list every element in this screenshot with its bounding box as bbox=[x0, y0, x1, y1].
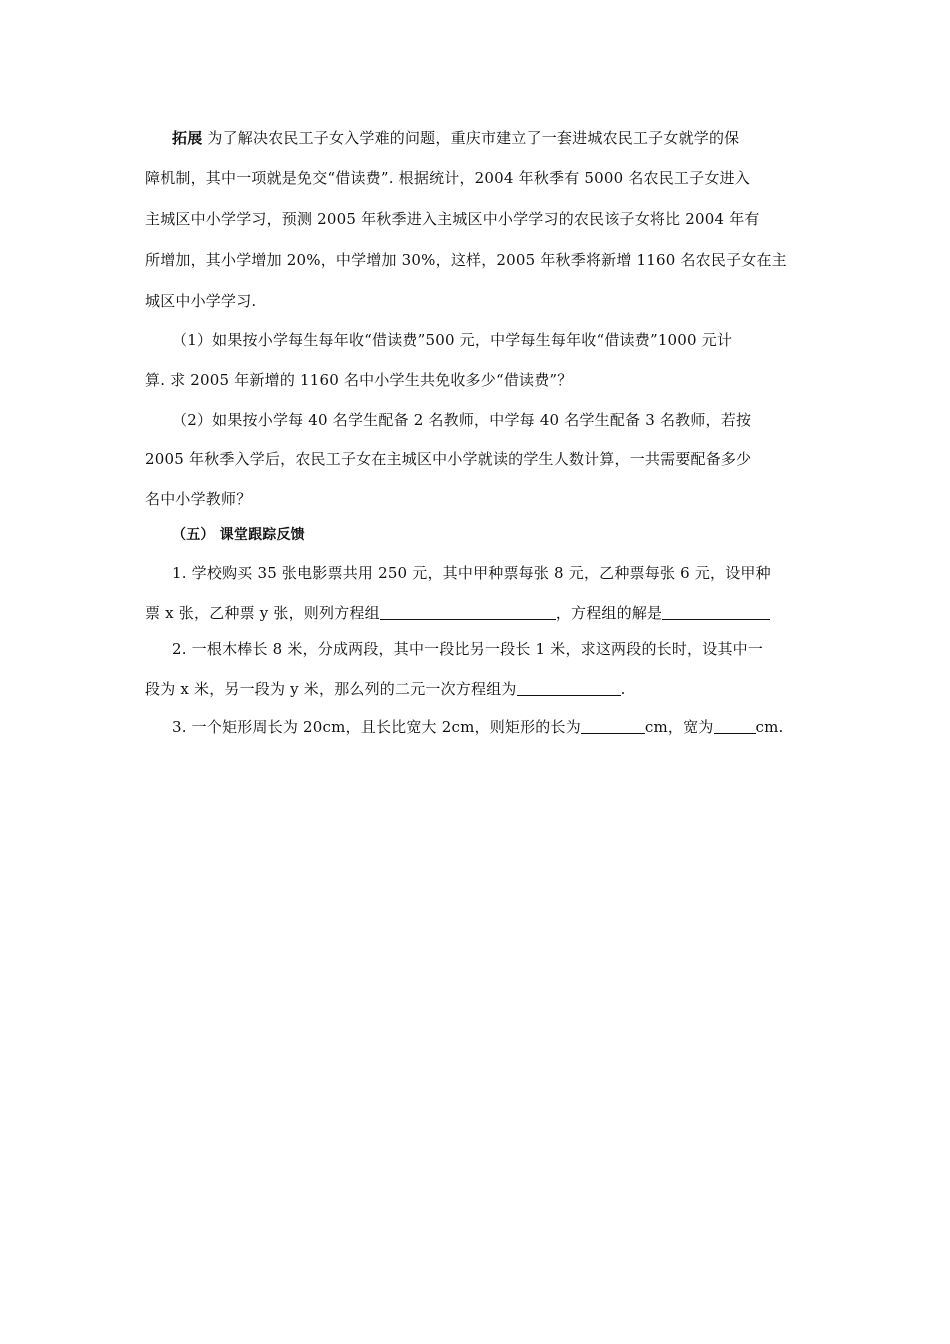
problem-3-text-b: cm，宽为 bbox=[644, 718, 714, 736]
extension-line-1 bbox=[172, 128, 739, 148]
problem-3-text-a: 3. 一个矩形周长为 20cm，且长比宽大 2cm，则矩形的长为 bbox=[172, 718, 581, 736]
length-blank[interactable] bbox=[581, 719, 645, 734]
problem-3-text-c: cm. bbox=[755, 718, 784, 736]
solution-blank[interactable] bbox=[662, 605, 770, 620]
equation-system-blank[interactable] bbox=[380, 605, 556, 620]
problem-1-text-a: 票 x 张，乙种票 y 张，则列方程组 bbox=[145, 604, 380, 622]
extension-line-3: 主城区中小学学习，预测 2005 年秋季进入主城区中小学学习的农民该子女将比 2004 年有 bbox=[145, 210, 760, 228]
problem-1-line-2 bbox=[145, 603, 770, 623]
problem-1-line-1: 1. 学校购买 35 张电影票共用 250 元，其中甲种票每张 8 元，乙种票每张 6 元，设甲种 bbox=[172, 564, 771, 582]
equation-blank[interactable] bbox=[517, 681, 621, 696]
question-2-line-3: 名中小学教师？ bbox=[145, 490, 252, 508]
problem-3-line bbox=[172, 717, 784, 737]
problem-2-line-2 bbox=[145, 679, 626, 699]
extension-line-4: 所增加，其小学增加 20%，中学增加 30%，这样，2005 年秋季将新增 1160 名农民子女在主 bbox=[145, 251, 787, 269]
problem-2-text-a: 段为 x 米，另一段为 y 米，那么列的二元一次方程组为 bbox=[145, 680, 517, 698]
extension-line-2: 障机制，其中一项就是免交“借读费”. 根据统计，2004 年秋季有 5000 名农民工子女进入 bbox=[145, 169, 750, 187]
width-blank[interactable] bbox=[714, 719, 756, 734]
question-1-line-1: （1）如果按小学每生每年收“借读费”500 元，中学每生每年收“借读费”1000 元计 bbox=[172, 331, 733, 349]
problem-2-line-1: 2. 一根木棒长 8 米，分成两段，其中一段比另一段长 1 米，求这两段的长时，设其中一 bbox=[172, 640, 764, 658]
question-2-line-1: （2）如果按小学每 40 名学生配备 2 名教师，中学每 40 名学生配备 3 名教师，若按 bbox=[172, 411, 752, 429]
problem-1-text-b: ，方程组的解是 bbox=[555, 604, 663, 622]
problem-2-text-b: . bbox=[620, 680, 626, 698]
extension-text: 为了解决农民工子女入学难的问题，重庆市建立了一套进城农民工子女就学的保 bbox=[207, 129, 740, 147]
question-2-line-2: 2005 年秋季入学后，农民工子女在主城区中小学就读的学生人数计算，一共需要配备多少 bbox=[145, 450, 752, 468]
extension-line-5: 城区中小学学习. bbox=[145, 292, 257, 310]
feedback-heading: （五） 课堂跟踪反馈 bbox=[172, 527, 305, 543]
extension-heading: 拓展 bbox=[172, 129, 203, 147]
question-1-line-2: 算. 求 2005 年新增的 1160 名中小学生共免收多少“借读费”？ bbox=[145, 371, 573, 389]
